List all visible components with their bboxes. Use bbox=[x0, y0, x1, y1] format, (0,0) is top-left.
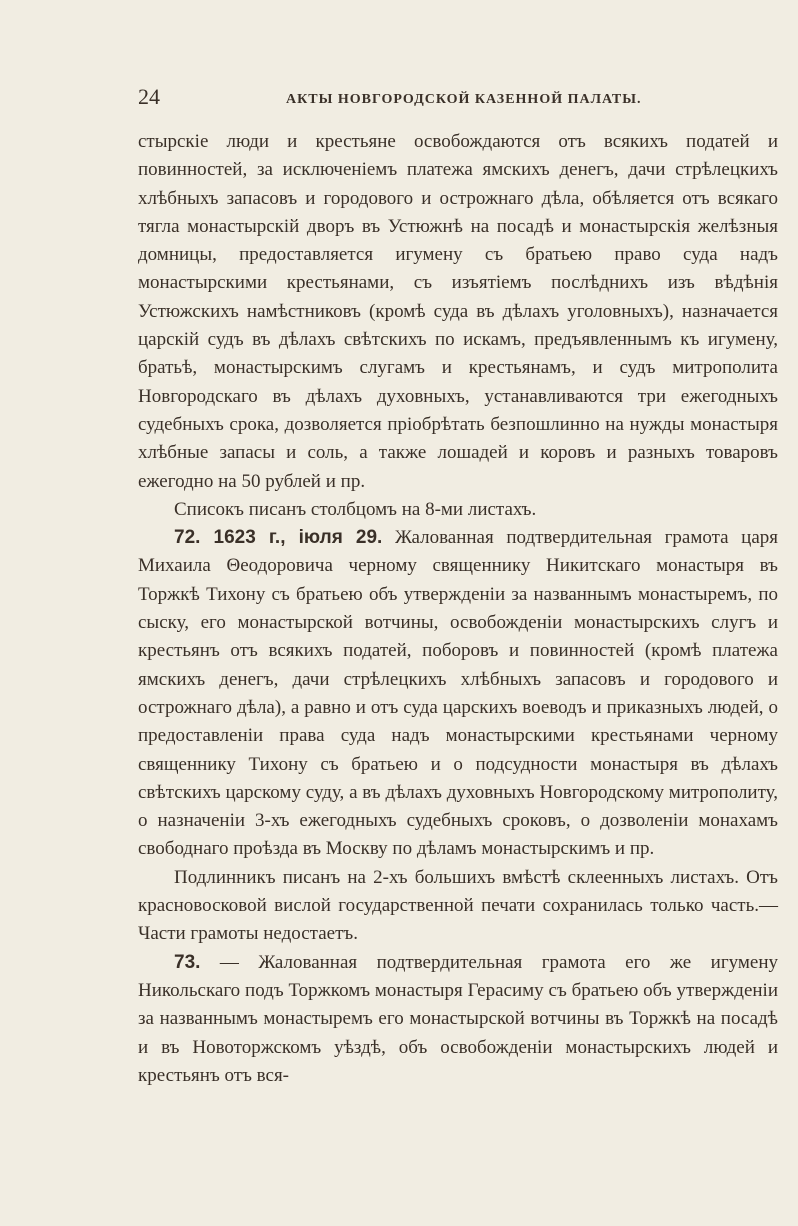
running-title: АКТЫ НОВГОРОДСКОЙ КАЗЕННОЙ ПАЛАТЫ. bbox=[286, 92, 642, 107]
entry-number-72: 72. 1623 г., іюля 29. bbox=[174, 527, 383, 549]
paragraph-3 bbox=[138, 524, 778, 864]
paragraph-2: Списокъ писанъ столбцомъ на 8-ми листахъ. bbox=[174, 498, 537, 520]
paragraph-5 bbox=[138, 949, 778, 1090]
entry-text-73: — Жалованная подтвердительная грамота его же игумену Никольскаго подъ Торжкомъ монастыря Герасиму съ братьею объ утвержденіи за названнымъ монастыремъ его монастырской вотчины въ Торжкѣ на посадѣ и въ Новоторжскомъ уѣздѣ, объ освобожденіи монастырскихъ людей и крестьянъ отъ вся- bbox=[138, 951, 779, 1086]
body-text bbox=[138, 128, 778, 1090]
entry-text-72: Жалованная подтвердительная грамота царя Михаила Θеодоровича черному священнику Никитскаго монастыря въ Торжкѣ Тихону съ братьею объ утвержденіи за названнымъ монастыремъ, по сыску, его монастырской вотчины, освобожденіи монастырскихъ слугъ и крестьянъ отъ всякихъ податей, поборовъ и повинностей (кромѣ платежа ямскихъ денегъ, дачи стрѣлецкихъ хлѣбныхъ запасовъ и городового и острожнаго дѣла), а равно и отъ суда царскихъ воеводъ и приказныхъ людей, о предоставленіи права суда надъ монастырскими крестьянами черному священнику Тихону съ братьею и о подсудности монастыря въ дѣлахъ свѣтскихъ царскому суду, а въ дѣлахъ духовныхъ Новгородскому митрополиту, о назначеніи 3-хъ ежегодныхъ судебныхъ сроковъ, о дозволеніи монахамъ свободнаго проѣзда въ Москву по дѣламъ монастырскимъ и пр. bbox=[138, 527, 779, 860]
entry-number-73: 73. bbox=[174, 951, 201, 973]
paragraph-4: Подлинникъ писанъ на 2-хъ большихъ вмѣстѣ склеенныхъ листахъ. Отъ красновосковой вислой государственной печати сохранилась только часть.—Части грамоты недостаетъ. bbox=[138, 866, 778, 945]
page-header bbox=[138, 84, 778, 114]
page-number: 24 bbox=[138, 84, 160, 109]
paragraph-1: стырскіе люди и крестьяне освобождаются отъ всякихъ податей и повинностей, за исключеніемъ платежа ямскихъ денегъ, дачи стрѣлецкихъ хлѣбныхъ запасовъ и городового и острожнаго дѣла, обѣляется отъ всякаго тягла монастырскій дворъ въ Устюжнѣ на посадѣ и монастырскія желѣзныя домницы, предоставляется игумену съ братьею право суда надъ монастырскими крестьянами, съ изъятіемъ послѣднихъ изъ вѣдѣнія Устюжскихъ намѣстниковъ (кромѣ суда въ дѣлахъ уголовныхъ), назначается царскій судъ въ дѣлахъ свѣтскихъ по искамъ, предъявленнымъ къ игумену, братьѣ, монастырскимъ слугамъ и крестьянамъ, и судъ митрополита Новгородскаго въ дѣлахъ духовныхъ, устанавливаются три ежегодныхъ судебныхъ срока, дозволяется пріобрѣтать безпошлинно на нужды монастыря хлѣбные запасы и соль, а также лошадей и коровъ и разныхъ товаровъ ежегодно на 50 рублей и пр. bbox=[138, 131, 778, 492]
